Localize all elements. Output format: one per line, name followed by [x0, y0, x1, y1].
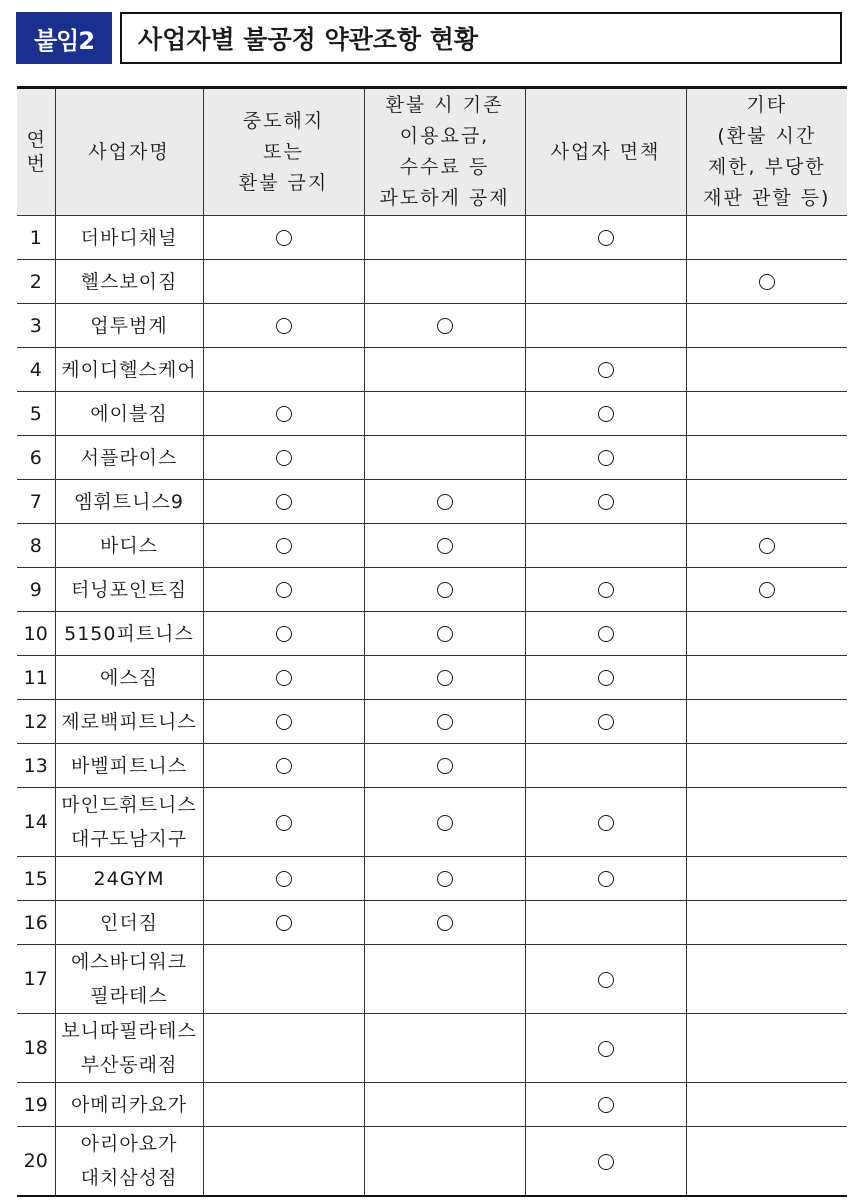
cell-other	[686, 1014, 847, 1083]
cell-excess-deduction	[364, 216, 525, 260]
cell-other	[686, 1083, 847, 1127]
business-name	[55, 524, 203, 568]
cell-excess-deduction	[364, 656, 525, 700]
attachment-tag: 붙임2	[16, 12, 112, 64]
business-name-line: 대치삼성점	[80, 1167, 178, 1189]
circle-mark-icon	[598, 972, 614, 988]
business-name-line: 5150피트니스	[64, 622, 194, 645]
cell-other	[686, 348, 847, 392]
cell-liability-exemption	[525, 901, 686, 945]
cell-termination-ban	[203, 1127, 364, 1197]
cell-termination-ban	[203, 436, 364, 480]
table-row	[17, 304, 847, 348]
cell-termination-ban	[203, 216, 364, 260]
table-row	[17, 436, 847, 480]
cell-termination-ban	[203, 788, 364, 857]
row-number: 8	[17, 524, 55, 568]
table-row	[17, 1014, 847, 1083]
business-name	[55, 656, 203, 700]
table-row	[17, 480, 847, 524]
row-number: 4	[17, 348, 55, 392]
cell-termination-ban	[203, 568, 364, 612]
business-name	[55, 216, 203, 260]
header-no-line: 번	[26, 153, 45, 175]
business-name-line: 필라테스	[90, 985, 168, 1007]
circle-mark-icon	[598, 1041, 614, 1057]
cell-other	[686, 436, 847, 480]
circle-mark-icon	[598, 406, 614, 422]
cell-other	[686, 700, 847, 744]
row-number: 1	[17, 216, 55, 260]
circle-mark-icon	[437, 626, 453, 642]
business-name-line: 아메리카요가	[70, 1093, 188, 1116]
circle-mark-icon	[759, 538, 775, 554]
row-number: 20	[17, 1127, 55, 1197]
row-number: 10	[17, 612, 55, 656]
cell-liability-exemption	[525, 1127, 686, 1197]
business-name-line: 부산동래점	[80, 1054, 178, 1076]
cell-other	[686, 656, 847, 700]
page-title: 사업자별 불공정 약관조항 현황	[138, 25, 479, 54]
table-row	[17, 612, 847, 656]
business-name	[55, 348, 203, 392]
circle-mark-icon	[276, 538, 292, 554]
header-liability-exemption: 사업자 면책	[525, 88, 686, 216]
cell-termination-ban	[203, 480, 364, 524]
cell-excess-deduction	[364, 700, 525, 744]
business-name-line: 바벨피트니스	[70, 754, 188, 777]
cell-excess-deduction	[364, 1127, 525, 1197]
cell-other	[686, 744, 847, 788]
table-row	[17, 857, 847, 901]
circle-mark-icon	[437, 670, 453, 686]
cell-liability-exemption	[525, 568, 686, 612]
cell-excess-deduction	[364, 568, 525, 612]
cell-liability-exemption	[525, 1014, 686, 1083]
table-row	[17, 656, 847, 700]
row-number: 16	[17, 901, 55, 945]
cell-excess-deduction	[364, 744, 525, 788]
title-box	[120, 12, 842, 64]
business-name-line: 보니따필라테스	[61, 1020, 197, 1042]
cell-excess-deduction	[364, 348, 525, 392]
table-row	[17, 788, 847, 857]
row-number: 9	[17, 568, 55, 612]
header-termination-ban	[203, 88, 364, 216]
cell-liability-exemption	[525, 392, 686, 436]
circle-mark-icon	[276, 318, 292, 334]
business-name-line: 터닝포인트짐	[70, 578, 188, 601]
circle-mark-icon	[437, 494, 453, 510]
cell-termination-ban	[203, 260, 364, 304]
cell-excess-deduction	[364, 524, 525, 568]
cell-liability-exemption	[525, 524, 686, 568]
cell-excess-deduction	[364, 304, 525, 348]
business-name-line: 24GYM	[93, 867, 165, 890]
row-number: 11	[17, 656, 55, 700]
circle-mark-icon	[598, 582, 614, 598]
table-row	[17, 260, 847, 304]
circle-mark-icon	[276, 758, 292, 774]
header-line: 중도해지	[242, 109, 325, 132]
cell-excess-deduction	[364, 945, 525, 1014]
business-name	[55, 260, 203, 304]
circle-mark-icon	[437, 318, 453, 334]
header-excess-deduction	[364, 88, 525, 216]
circle-mark-icon	[759, 582, 775, 598]
business-name-line: 업투범계	[90, 314, 168, 337]
cell-termination-ban	[203, 945, 364, 1014]
business-name-line: 대구도남지구	[70, 828, 188, 850]
circle-mark-icon	[437, 538, 453, 554]
circle-mark-icon	[276, 406, 292, 422]
table-row	[17, 901, 847, 945]
business-name-line: 마인드휘트니스	[61, 794, 197, 816]
row-number: 17	[17, 945, 55, 1014]
business-name	[55, 436, 203, 480]
business-name-line: 에스바디워크	[70, 951, 188, 973]
table-row	[17, 216, 847, 260]
row-number: 13	[17, 744, 55, 788]
cell-other	[686, 568, 847, 612]
cell-termination-ban	[203, 700, 364, 744]
table-row	[17, 568, 847, 612]
cell-other	[686, 857, 847, 901]
business-name	[55, 612, 203, 656]
header-name: 사업자명	[55, 88, 203, 216]
business-name	[55, 788, 203, 857]
business-name	[55, 1083, 203, 1127]
cell-excess-deduction	[364, 436, 525, 480]
table-row	[17, 1127, 847, 1197]
business-name	[55, 901, 203, 945]
business-name-line: 서플라이스	[80, 446, 178, 469]
business-name	[55, 700, 203, 744]
circle-mark-icon	[276, 626, 292, 642]
cell-liability-exemption	[525, 700, 686, 744]
business-name-line: 에이블짐	[90, 402, 168, 425]
cell-termination-ban	[203, 524, 364, 568]
row-number: 5	[17, 392, 55, 436]
cell-liability-exemption	[525, 857, 686, 901]
header-no	[17, 88, 55, 216]
table-row	[17, 744, 847, 788]
header-line: 또는	[263, 140, 304, 163]
circle-mark-icon	[598, 450, 614, 466]
circle-mark-icon	[276, 494, 292, 510]
row-number: 2	[17, 260, 55, 304]
header-line: 환불 금지	[238, 171, 329, 194]
header-line: 수수료 등	[399, 156, 490, 178]
row-number: 7	[17, 480, 55, 524]
circle-mark-icon	[276, 714, 292, 730]
circle-mark-icon	[759, 274, 775, 290]
circle-mark-icon	[437, 915, 453, 931]
circle-mark-icon	[598, 362, 614, 378]
row-number: 3	[17, 304, 55, 348]
cell-termination-ban	[203, 612, 364, 656]
row-number: 19	[17, 1083, 55, 1127]
circle-mark-icon	[598, 871, 614, 887]
circle-mark-icon	[276, 915, 292, 931]
row-number: 18	[17, 1014, 55, 1083]
cell-excess-deduction	[364, 788, 525, 857]
cell-other	[686, 1127, 847, 1197]
circle-mark-icon	[437, 714, 453, 730]
business-name	[55, 304, 203, 348]
cell-other	[686, 945, 847, 1014]
business-name-line: 바디스	[99, 534, 159, 557]
cell-other	[686, 216, 847, 260]
cell-termination-ban	[203, 901, 364, 945]
cell-other	[686, 304, 847, 348]
business-name	[55, 744, 203, 788]
cell-liability-exemption	[525, 348, 686, 392]
cell-termination-ban	[203, 857, 364, 901]
row-number: 15	[17, 857, 55, 901]
table-row	[17, 348, 847, 392]
cell-liability-exemption	[525, 612, 686, 656]
cell-excess-deduction	[364, 480, 525, 524]
cell-other	[686, 260, 847, 304]
cell-excess-deduction	[364, 901, 525, 945]
business-name	[55, 1014, 203, 1083]
circle-mark-icon	[276, 450, 292, 466]
circle-mark-icon	[437, 815, 453, 831]
circle-mark-icon	[276, 230, 292, 246]
document-header	[16, 12, 826, 64]
cell-liability-exemption	[525, 304, 686, 348]
business-name-line: 헬스보이짐	[80, 270, 178, 293]
circle-mark-icon	[276, 670, 292, 686]
cell-termination-ban	[203, 304, 364, 348]
circle-mark-icon	[276, 815, 292, 831]
cell-liability-exemption	[525, 788, 686, 857]
business-name-line: 케이디헬스케어	[61, 358, 197, 381]
cell-termination-ban	[203, 1083, 364, 1127]
cell-excess-deduction	[364, 857, 525, 901]
business-name	[55, 1127, 203, 1197]
cell-liability-exemption	[525, 1083, 686, 1127]
circle-mark-icon	[437, 871, 453, 887]
header-line: (환불 시간	[717, 125, 817, 147]
business-name-line: 제로백피트니스	[61, 710, 197, 733]
circle-mark-icon	[598, 714, 614, 730]
header-line: 기타	[746, 94, 788, 116]
business-name-line: 인더짐	[99, 911, 159, 934]
circle-mark-icon	[437, 582, 453, 598]
business-name	[55, 945, 203, 1014]
header-other	[686, 88, 847, 216]
circle-mark-icon	[598, 626, 614, 642]
cell-termination-ban	[203, 1014, 364, 1083]
business-name-line: 에스짐	[99, 666, 159, 689]
header-line: 과도하게 공제	[379, 187, 510, 209]
row-number: 6	[17, 436, 55, 480]
cell-liability-exemption	[525, 945, 686, 1014]
header-line: 재판 관할 등)	[703, 187, 831, 209]
cell-termination-ban	[203, 656, 364, 700]
cell-excess-deduction	[364, 1014, 525, 1083]
cell-other	[686, 612, 847, 656]
cell-other	[686, 392, 847, 436]
circle-mark-icon	[598, 670, 614, 686]
cell-other	[686, 524, 847, 568]
table-row	[17, 700, 847, 744]
cell-liability-exemption	[525, 216, 686, 260]
cell-liability-exemption	[525, 656, 686, 700]
table-row	[17, 524, 847, 568]
table-row	[17, 1083, 847, 1127]
header-row	[17, 88, 847, 216]
business-name	[55, 568, 203, 612]
cell-other	[686, 901, 847, 945]
business-name-line: 아리아요가	[80, 1133, 178, 1155]
table-row	[17, 392, 847, 436]
cell-other	[686, 480, 847, 524]
circle-mark-icon	[598, 494, 614, 510]
row-number: 14	[17, 788, 55, 857]
header-line: 이용요금,	[399, 125, 490, 147]
circle-mark-icon	[598, 1154, 614, 1170]
header-line: 제한, 부당한	[707, 156, 826, 178]
business-name-line: 엠휘트니스9	[74, 490, 184, 513]
business-name	[55, 392, 203, 436]
cell-liability-exemption	[525, 260, 686, 304]
header-no-line: 연	[26, 129, 45, 151]
cell-termination-ban	[203, 348, 364, 392]
circle-mark-icon	[276, 582, 292, 598]
circle-mark-icon	[437, 758, 453, 774]
cell-termination-ban	[203, 744, 364, 788]
row-number: 12	[17, 700, 55, 744]
cell-excess-deduction	[364, 260, 525, 304]
circle-mark-icon	[276, 871, 292, 887]
table-body	[17, 216, 847, 1197]
cell-excess-deduction	[364, 1083, 525, 1127]
circle-mark-icon	[598, 815, 614, 831]
cell-excess-deduction	[364, 612, 525, 656]
cell-termination-ban	[203, 392, 364, 436]
business-name	[55, 857, 203, 901]
business-name	[55, 480, 203, 524]
cell-liability-exemption	[525, 480, 686, 524]
violations-table	[17, 86, 847, 1197]
circle-mark-icon	[598, 1097, 614, 1113]
table-row	[17, 945, 847, 1014]
cell-liability-exemption	[525, 744, 686, 788]
cell-liability-exemption	[525, 436, 686, 480]
circle-mark-icon	[598, 230, 614, 246]
business-name-line: 더바디채널	[80, 226, 178, 249]
cell-other	[686, 788, 847, 857]
header-line: 환불 시 기존	[385, 94, 504, 116]
cell-excess-deduction	[364, 392, 525, 436]
